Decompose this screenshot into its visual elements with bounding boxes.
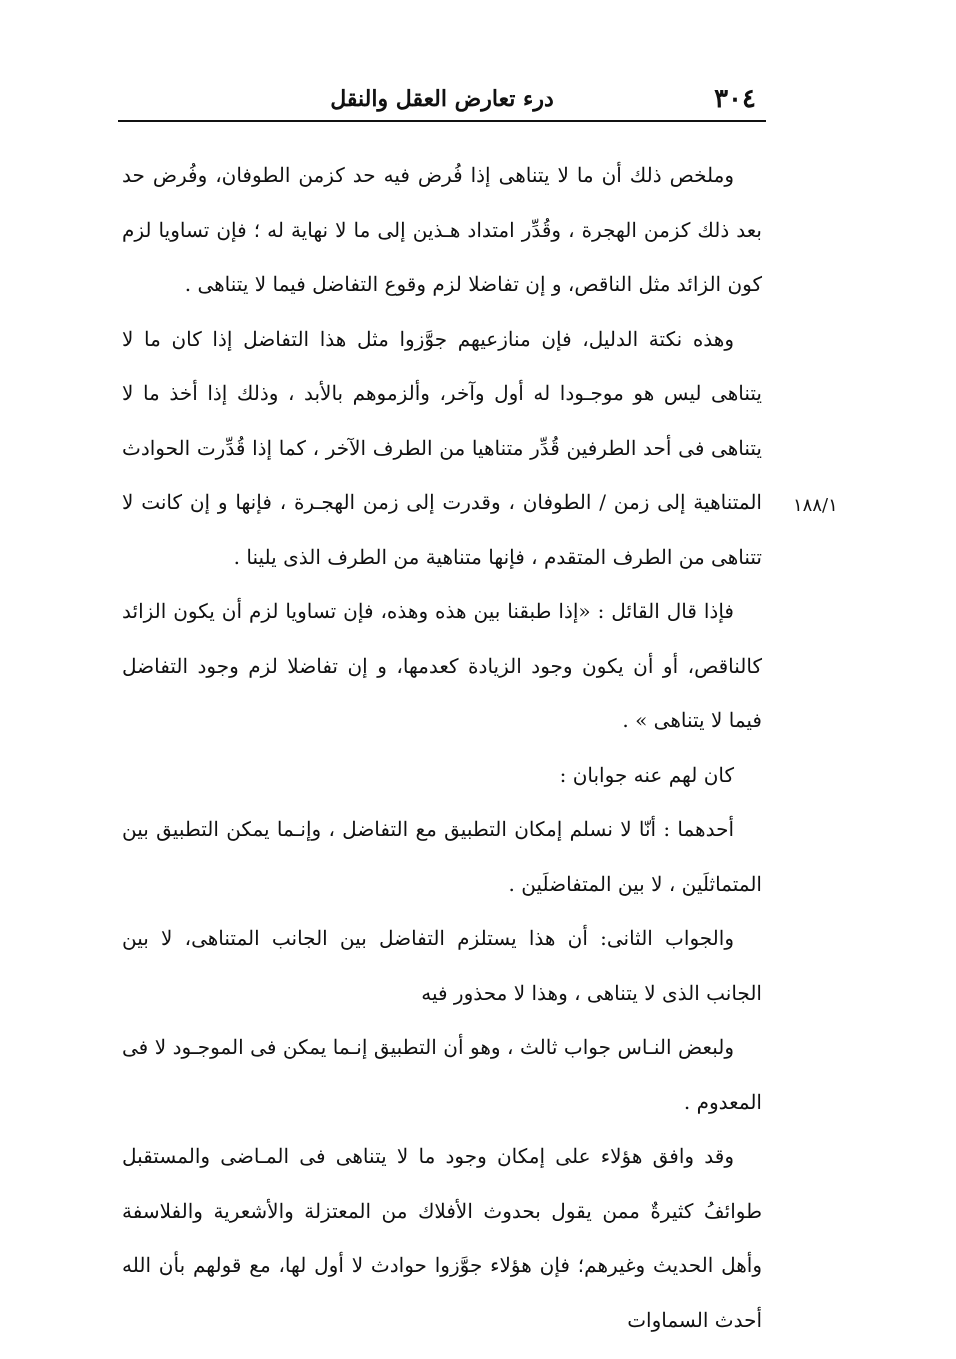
paragraph-crux: وهذه نكتة الدليل، فإن منازعيهم جوَّزوا مثل هذا التفاضل إذا كان ما لا يتناهى ليس هو موجـودا له أول وآخر، وألزموهم بالأبد ، وذلك إذا أخذ ما لا يتناهى فى أحد الطرفين قُدِّر متناهيا من الطرف الآخر ، كما إذا قُدِّرت الحوادث المتناهية إلى زمن / الطوفان ، وقدرت إلى زمن الهجـرة ، فإنها و إن كانت لا تتناهى من الطرف المتقدم ، فإنها متناهية من الطرف الذى يلينا . [122,326,762,569]
paragraph-two-answers: كان لهم عنه جوابان : [559,762,734,787]
running-title: درء تعارض العقل والنقل [330,86,554,112]
paragraph-second-answer: والجواب الثانى: أن هذا يستلزم التفاضل بين الجانب المتناهى، لا بين الجانب الذى لا يتناهى ، وهذا لا محذور فيه [122,926,762,1005]
paragraph-first-answer: أحدهما : أنّا لا نسلم إمكان التطبيق مع التفاضل ، وإنـما يمكن التطبيق بين المتماثلَين ، لا بين المتفاضلَين . [122,817,762,896]
page-header [118,78,766,122]
paragraph-third-answer: ولبعض النـاس جواب ثالث ، وهو أن التطبيق إنـما يمكن فى الموجـود لا فى المعدوم . [122,1035,762,1114]
page-number: ٣٠٤ [714,84,756,114]
paragraph-agreement: وقد وافق هؤلاء على إمكان وجود ما لا يتناهى فى المـاضى والمستقبل طوائفُ كثيرةٌ ممن يقول بحدوث الأفلاك من المعتزلة والأشعرية والفلاسفة وأهل الحديث وغيرهم؛ فإن هؤلاء جوَّزوا حوادث لا أول لها، مع قولهم بأن الله أحدث السماوات [122,1144,762,1332]
margin-reference: ١٨٨/١ [793,495,838,516]
paragraph-objection: فإذا قال القائل : «إذا طبقنا بين هذه وهذه، فإن تساويا لزم أن يكون الزائد كالناقص، أو أن يكون وجود الزيادة كعدمها، و إن تفاضلا لزم وجود التفاضل فيما لا يتناهى » . [122,599,762,732]
body-text [122,148,762,1347]
paragraph-summary: وملخص ذلك أن ما لا يتناهى إذا فُرض فيه حد كزمن الطوفان، وفُرض حد بعد ذلك كزمن الهجرة ، وقُدِّر امتداد هـذين إلى ما لا نهاية له ؛ فإن تساويا لزم كون الزائد مثل الناقص، و إن تفاضلا لزم وقوع التفاضل فيما لا يتناهى . [122,163,762,296]
